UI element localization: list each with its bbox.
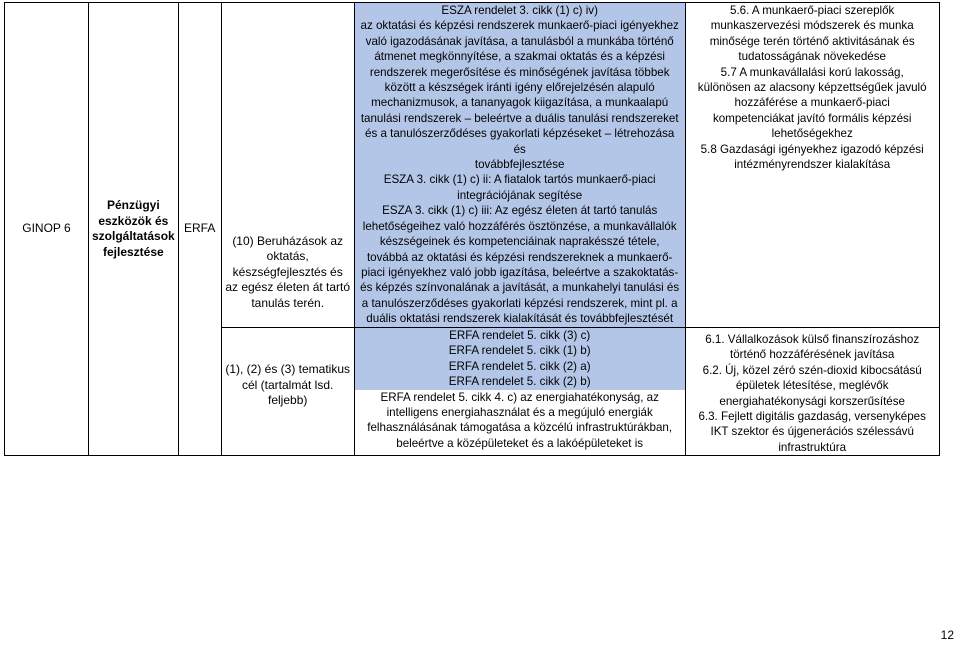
objective-lines-lower — [689, 332, 936, 455]
objective-line: IKT szektor és újgenerációs szélessávú — [710, 425, 914, 439]
objective-line: intézményrendszer kialakítása — [734, 158, 891, 172]
regulation-line: továbbá az oktatási és képzési rendszereknek a munkaerő- — [366, 250, 673, 264]
regulation-line: ERFA rendelet 5. cikk (2) b) — [448, 375, 591, 389]
regulation-lines-upper — [358, 3, 682, 327]
regulation-line: piaci igényekhez való jobb igazítása, beleértve a szakoktatás- — [361, 265, 679, 279]
objective-line: 5.7 A munkavállalási korú lakosság, — [720, 65, 904, 79]
investment-text-upper: (10) Beruházások az oktatás, készségfejlesztés és az egész életen át tartó tanulás terén. — [225, 233, 351, 310]
regulation-line: az oktatási és képzési rendszerek munkaerő-piaci igényekhez — [360, 19, 679, 33]
regulation-line: készségeinek és kompetenciáinak naprakésszé tétele, — [379, 235, 660, 249]
objective-line: 6.3. Fejlett digitális gazdaság, versenyképes — [698, 410, 926, 424]
regulation-line: rendszerek megerősítése és minőségének javítása többek — [369, 65, 670, 79]
objective-line: 5.8 Gazdasági igényekhez igazodó képzési — [700, 142, 924, 156]
regulation-line: ERFA rendelet 5. cikk (1) b) — [448, 344, 591, 358]
regulation-line: ERFA rendelet 5. cikk (2) a) — [448, 359, 591, 373]
regulation-line: lehetőségeihez való hozzáférés ösztönzése, a munkavállalók — [362, 219, 677, 233]
regulation-line: átmenet megkönnyítése, a szakmai oktatás és a képzési — [374, 50, 665, 64]
regulation-line: ESZA 3. cikk (1) c) ii: A fiatalok tartós munkaerő-piaci — [383, 173, 656, 187]
regulation-line: való igazodásának javítása, a tanulásból a munkába történő — [365, 34, 674, 48]
investment-cell-upper — [221, 3, 354, 328]
objective-line: 6.1. Vállalkozások külső finanszírozáshoz — [705, 333, 920, 346]
investment-cell-lower — [221, 328, 354, 456]
objective-line: kompetenciákat javító formális képzési — [712, 111, 912, 125]
program-cell: GINOP 6 — [5, 3, 89, 456]
objective-line: energiahatékonysági korszerűsítése — [719, 394, 905, 408]
regulation-line: mechanizmusok, a tananyagok kiigazítása, a munkaalapú — [371, 96, 669, 110]
objective-line: infrastruktúra — [778, 440, 847, 454]
regulation-line: ESZA rendelet 3. cikk (1) c) iv) — [441, 4, 598, 17]
regulation-line: továbbfejlesztése — [474, 158, 565, 172]
regulation-line: felhasználásának támogatása a közcélú infrastruktúrákban, — [367, 421, 673, 435]
regulation-line: a tanulószerződéses gyakorlati képzési rendszerek, mint pl. a — [361, 296, 678, 310]
objective-line: tudatosságának növekedése — [738, 50, 886, 64]
objective-line: épületek létesítése, meglévők — [735, 379, 889, 393]
regulation-line: és a tanulószerződéses gyakorlati képzéseket – létrehozása és — [365, 127, 675, 156]
objective-line: történő hozzáférésének javítása — [730, 348, 895, 362]
regulation-cell-upper — [354, 3, 685, 328]
regulation-line: intelligens energiahasználat és a megújuló energiák — [386, 406, 653, 420]
page-number: 12 — [940, 628, 954, 642]
objective-cell-lower — [685, 328, 939, 456]
investment-text-lower: (1), (2) és (3) tematikus cél (tartalmát lsd. feljebb) — [225, 362, 351, 407]
objective-lines-upper — [689, 3, 936, 172]
objective-line: minősége terén történő aktivitásának és — [709, 34, 915, 48]
regulation-line: duális oktatási rendszerek kialakítását és továbbfejlesztését — [366, 312, 674, 326]
objective-line: különösen az alacsony képzettségűek javuló — [697, 81, 927, 95]
regulation-lines-lower-white — [355, 390, 685, 452]
objective-cell-upper — [685, 3, 939, 328]
objective-line: hozzáférése a munkaerő-piaci — [734, 96, 890, 110]
regulation-cell-lower — [354, 328, 685, 456]
priority-cell: Pénzügyi eszközök és szolgáltatások fejlesztése — [89, 3, 179, 456]
regulation-line: ESZA 3. cikk (1) c) iii: Az egész életen át tartó tanulás — [382, 204, 658, 218]
regulation-line: ERFA rendelet 5. cikk 4. c) az energiahatékonyság, az — [380, 390, 659, 404]
regulation-line: és képzés színvonalának a javítását, a munkahelyi tanulási és — [360, 281, 680, 295]
objective-line: munkaszervezési módszerek és munka — [710, 19, 914, 33]
programme-table — [4, 2, 940, 456]
regulation-line: beleértve a középületeket és a lakóépületeket is — [396, 436, 644, 450]
objective-line: lehetőségekhez — [771, 127, 853, 141]
regulation-line: ERFA rendelet 5. cikk (3) c) — [449, 329, 591, 342]
regulation-lines-lower — [355, 328, 685, 390]
regulation-line: között a készségek iránti igény előrejelzésén alapuló — [384, 81, 655, 95]
regulation-line: integrációjának segítése — [457, 188, 583, 202]
objective-line: 6.2. Új, közel zéró szén-dioxid kibocsátású — [702, 363, 922, 377]
fund-cell: ERFA — [178, 3, 221, 456]
objective-line: 5.6. A munkaerő-piaci szereplők — [730, 4, 895, 17]
regulation-line: tanulási rendszerek – beleértve a duális tanulási rendszereket — [360, 111, 679, 125]
